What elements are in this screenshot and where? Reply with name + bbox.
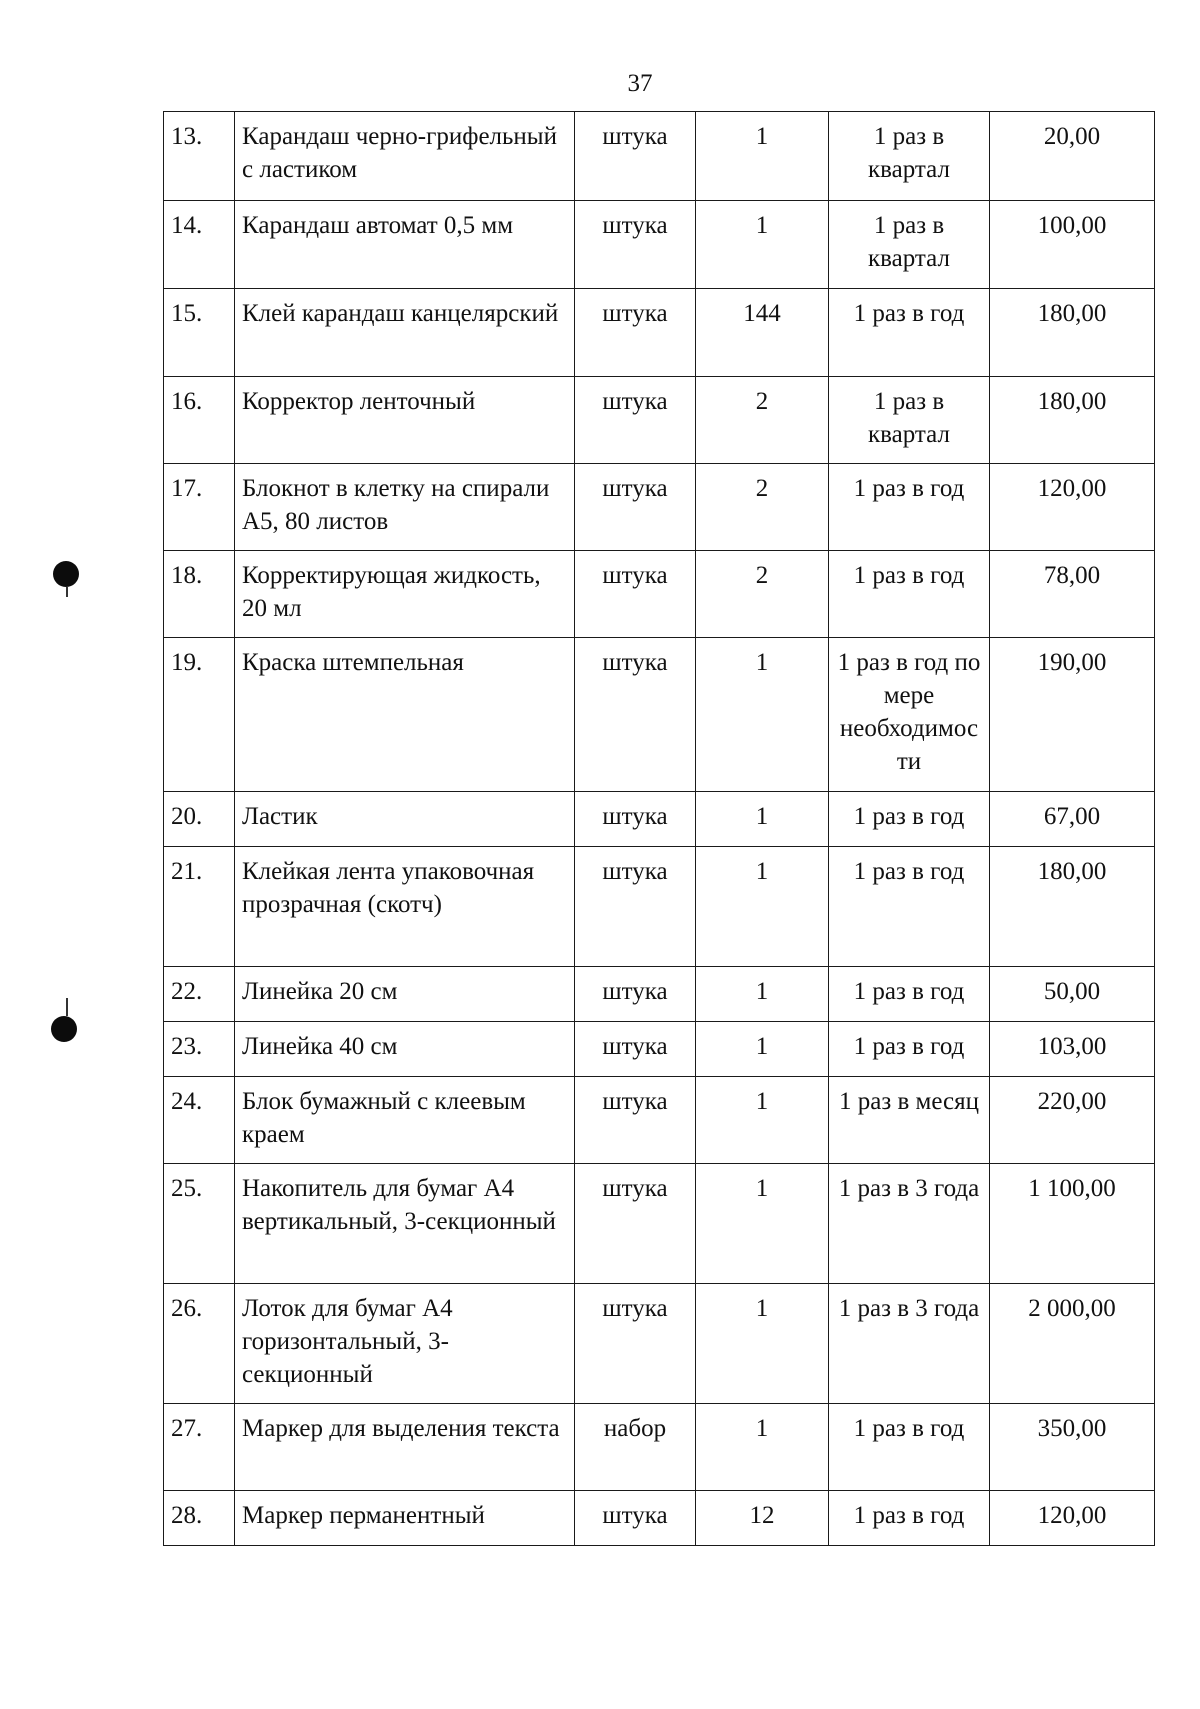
- item-frequency: 1 раз в квартал: [829, 377, 990, 464]
- row-number: 17.: [164, 464, 235, 551]
- item-name: Карандаш черно-грифельный с ластиком: [235, 112, 575, 201]
- row-number: 22.: [164, 967, 235, 1022]
- item-frequency: 1 раз в год: [829, 1491, 990, 1546]
- item-quantity: 1: [696, 1022, 829, 1077]
- item-name: Блокнот в клетку на спирали А5, 80 листов: [235, 464, 575, 551]
- item-price: 67,00: [990, 792, 1155, 847]
- page-number: 37: [627, 70, 653, 97]
- row-number: 13.: [164, 112, 235, 201]
- item-unit: штука: [575, 1164, 696, 1284]
- table-row: [164, 967, 1155, 1022]
- item-unit: штука: [575, 551, 696, 638]
- item-price: 78,00: [990, 551, 1155, 638]
- table-row: [164, 289, 1155, 377]
- table-row: [164, 1164, 1155, 1284]
- item-price: 50,00: [990, 967, 1155, 1022]
- row-number: 26.: [164, 1284, 235, 1404]
- table-row: [164, 377, 1155, 464]
- item-unit: штука: [575, 1284, 696, 1404]
- row-number: 18.: [164, 551, 235, 638]
- table-row: [164, 1404, 1155, 1491]
- item-price: 350,00: [990, 1404, 1155, 1491]
- item-name: Линейка 20 см: [235, 967, 575, 1022]
- item-frequency: 1 раз в квартал: [829, 112, 990, 201]
- item-price: 220,00: [990, 1077, 1155, 1164]
- item-quantity: 1: [696, 112, 829, 201]
- item-name: Корректор ленточный: [235, 377, 575, 464]
- item-frequency: 1 раз в год: [829, 1022, 990, 1077]
- item-quantity: 1: [696, 1164, 829, 1284]
- item-quantity: 1: [696, 638, 829, 792]
- item-price: 180,00: [990, 289, 1155, 377]
- item-quantity: 144: [696, 289, 829, 377]
- item-unit: штука: [575, 289, 696, 377]
- item-frequency: 1 раз в год: [829, 289, 990, 377]
- item-frequency: 1 раз в год: [829, 792, 990, 847]
- table-row: [164, 1022, 1155, 1077]
- supply-table: [163, 111, 1155, 1546]
- row-number: 28.: [164, 1491, 235, 1546]
- item-unit: штука: [575, 1491, 696, 1546]
- item-frequency: 1 раз в год: [829, 551, 990, 638]
- item-name: Линейка 40 см: [235, 1022, 575, 1077]
- item-frequency: 1 раз в год по мере необходимости: [829, 638, 990, 792]
- item-unit: штука: [575, 377, 696, 464]
- row-number: 15.: [164, 289, 235, 377]
- item-unit: штука: [575, 1022, 696, 1077]
- table-row: [164, 112, 1155, 201]
- punch-mark-lower: [66, 998, 68, 1016]
- item-quantity: 2: [696, 551, 829, 638]
- item-frequency: 1 раз в год: [829, 464, 990, 551]
- table-row: [164, 847, 1155, 967]
- table-row: [164, 1077, 1155, 1164]
- item-unit: штука: [575, 201, 696, 289]
- item-unit: штука: [575, 1077, 696, 1164]
- row-number: 27.: [164, 1404, 235, 1491]
- item-name: Корректирующая жидкость, 20 мл: [235, 551, 575, 638]
- item-unit: штука: [575, 792, 696, 847]
- item-price: 103,00: [990, 1022, 1155, 1077]
- item-unit: штука: [575, 464, 696, 551]
- row-number: 14.: [164, 201, 235, 289]
- item-quantity: 2: [696, 377, 829, 464]
- row-number: 19.: [164, 638, 235, 792]
- item-frequency: 1 раз в 3 года: [829, 1284, 990, 1404]
- item-unit: штука: [575, 967, 696, 1022]
- item-quantity: 1: [696, 792, 829, 847]
- row-number: 24.: [164, 1077, 235, 1164]
- item-frequency: 1 раз в год: [829, 967, 990, 1022]
- item-price: 2 000,00: [990, 1284, 1155, 1404]
- item-name: Накопитель для бумаг А4 вертикальный, 3-секционный: [235, 1164, 575, 1284]
- item-name: Блок бумажный с клеевым краем: [235, 1077, 575, 1164]
- item-frequency: 1 раз в 3 года: [829, 1164, 990, 1284]
- item-quantity: 1: [696, 201, 829, 289]
- table-body: [164, 112, 1155, 1546]
- item-price: 1 100,00: [990, 1164, 1155, 1284]
- item-unit: набор: [575, 1404, 696, 1491]
- item-unit: штука: [575, 847, 696, 967]
- item-quantity: 12: [696, 1491, 829, 1546]
- item-name: Карандаш автомат 0,5 мм: [235, 201, 575, 289]
- table-row: [164, 551, 1155, 638]
- item-name: Ластик: [235, 792, 575, 847]
- item-unit: штука: [575, 112, 696, 201]
- item-price: 180,00: [990, 377, 1155, 464]
- punch-hole-lower: [51, 1016, 77, 1042]
- item-name: Лоток для бумаг А4 горизонтальный, 3-секционный: [235, 1284, 575, 1404]
- item-name: Маркер перманентный: [235, 1491, 575, 1546]
- table-row: [164, 1284, 1155, 1404]
- item-name: Краска штемпельная: [235, 638, 575, 792]
- item-price: 20,00: [990, 112, 1155, 201]
- item-price: 120,00: [990, 1491, 1155, 1546]
- row-number: 25.: [164, 1164, 235, 1284]
- row-number: 21.: [164, 847, 235, 967]
- item-price: 190,00: [990, 638, 1155, 792]
- item-quantity: 1: [696, 847, 829, 967]
- item-quantity: 1: [696, 967, 829, 1022]
- punch-hole-upper: [53, 561, 79, 587]
- row-number: 23.: [164, 1022, 235, 1077]
- item-frequency: 1 раз в год: [829, 847, 990, 967]
- item-quantity: 1: [696, 1404, 829, 1491]
- item-quantity: 2: [696, 464, 829, 551]
- item-price: 180,00: [990, 847, 1155, 967]
- table-row: [164, 792, 1155, 847]
- row-number: 20.: [164, 792, 235, 847]
- item-price: 120,00: [990, 464, 1155, 551]
- table-row: [164, 1491, 1155, 1546]
- item-name: Клей карандаш канцелярский: [235, 289, 575, 377]
- item-quantity: 1: [696, 1077, 829, 1164]
- item-frequency: 1 раз в месяц: [829, 1077, 990, 1164]
- table-row: [164, 464, 1155, 551]
- punch-mark-upper: [66, 587, 68, 597]
- table-row: [164, 638, 1155, 792]
- item-quantity: 1: [696, 1284, 829, 1404]
- row-number: 16.: [164, 377, 235, 464]
- item-name: Клейкая лента упаковочная прозрачная (скотч): [235, 847, 575, 967]
- item-frequency: 1 раз в квартал: [829, 201, 990, 289]
- item-unit: штука: [575, 638, 696, 792]
- item-frequency: 1 раз в год: [829, 1404, 990, 1491]
- item-price: 100,00: [990, 201, 1155, 289]
- item-name: Маркер для выделения текста: [235, 1404, 575, 1491]
- table-row: [164, 201, 1155, 289]
